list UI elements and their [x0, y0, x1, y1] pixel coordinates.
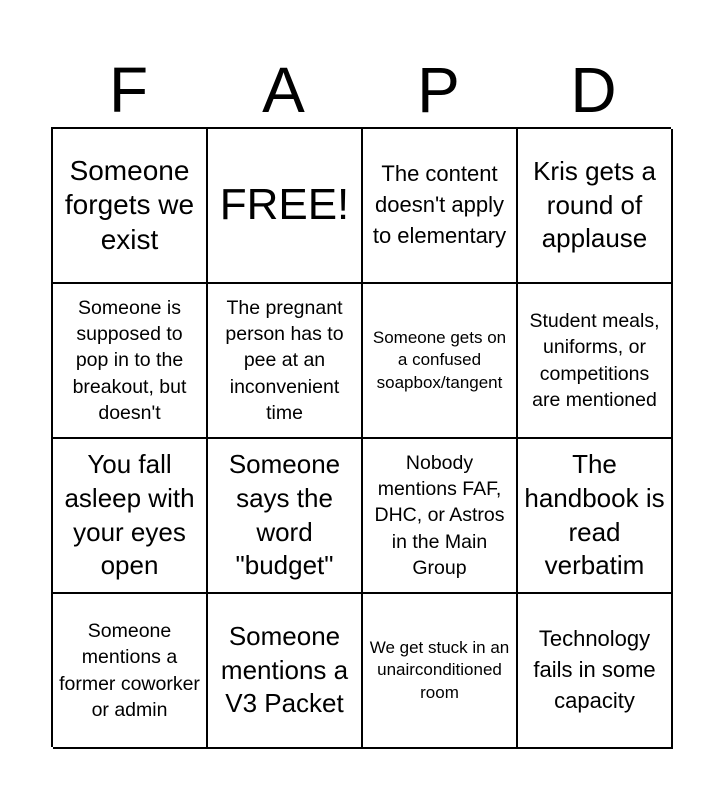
bingo-cell-r3c4[interactable] — [518, 439, 673, 594]
cell-text: Someone mentions a V3 Packet — [220, 620, 349, 719]
cell-text: Someone is supposed to pop in to the breakout, but doesn't — [72, 296, 187, 424]
bingo-cell-r4c4[interactable] — [518, 594, 673, 749]
cell-text: Kris gets a round of applause — [533, 155, 656, 254]
bingo-cell-free[interactable] — [208, 129, 363, 284]
cell-text: Someone gets on a confused soapbox/tangent — [372, 328, 507, 392]
cell-text: Someone forgets we exist — [64, 155, 195, 255]
cell-text: The content doesn't apply to elementary — [372, 161, 507, 248]
cell-text: Nobody mentions FAF, DHC, or Astros in the Main Group — [374, 451, 505, 579]
cell-text: Student meals, uniforms, or competitions are mentioned — [529, 309, 660, 411]
bingo-cell-r1c4[interactable] — [518, 129, 673, 284]
header-letter-a: A — [262, 54, 305, 126]
bingo-cell-r2c3[interactable] — [363, 284, 518, 439]
bingo-cell-r4c3[interactable] — [363, 594, 518, 749]
cell-text: The pregnant person has to pee at an inconvenient time — [225, 296, 344, 424]
header-letter-d: D — [570, 54, 617, 126]
cell-text: The handbook is read verbatim — [524, 448, 665, 581]
bingo-cell-r3c2[interactable] — [208, 439, 363, 594]
free-space-text: FREE! — [219, 180, 350, 230]
cell-text: Someone mentions a former coworker or admin — [59, 619, 200, 721]
cell-text: We get stuck in an unairconditioned room — [369, 638, 510, 702]
bingo-cell-r3c3[interactable] — [363, 439, 518, 594]
bingo-header — [51, 52, 671, 128]
bingo-cell-r4c2[interactable] — [208, 594, 363, 749]
bingo-cell-r1c3[interactable] — [363, 129, 518, 284]
bingo-cell-r4c1[interactable] — [53, 594, 208, 749]
bingo-cell-r2c2[interactable] — [208, 284, 363, 439]
bingo-cell-r3c1[interactable] — [53, 439, 208, 594]
header-letter-f: F — [108, 54, 149, 126]
bingo-board — [51, 127, 671, 747]
header-letter-p: P — [417, 54, 460, 126]
bingo-cell-r2c4[interactable] — [518, 284, 673, 439]
cell-text: Someone says the word "budget" — [228, 448, 341, 581]
cell-text: You fall asleep with your eyes open — [64, 448, 195, 581]
bingo-cell-r1c1[interactable] — [53, 129, 208, 284]
cell-text: Technology fails in some capacity — [533, 626, 656, 713]
bingo-cell-r2c1[interactable] — [53, 284, 208, 439]
